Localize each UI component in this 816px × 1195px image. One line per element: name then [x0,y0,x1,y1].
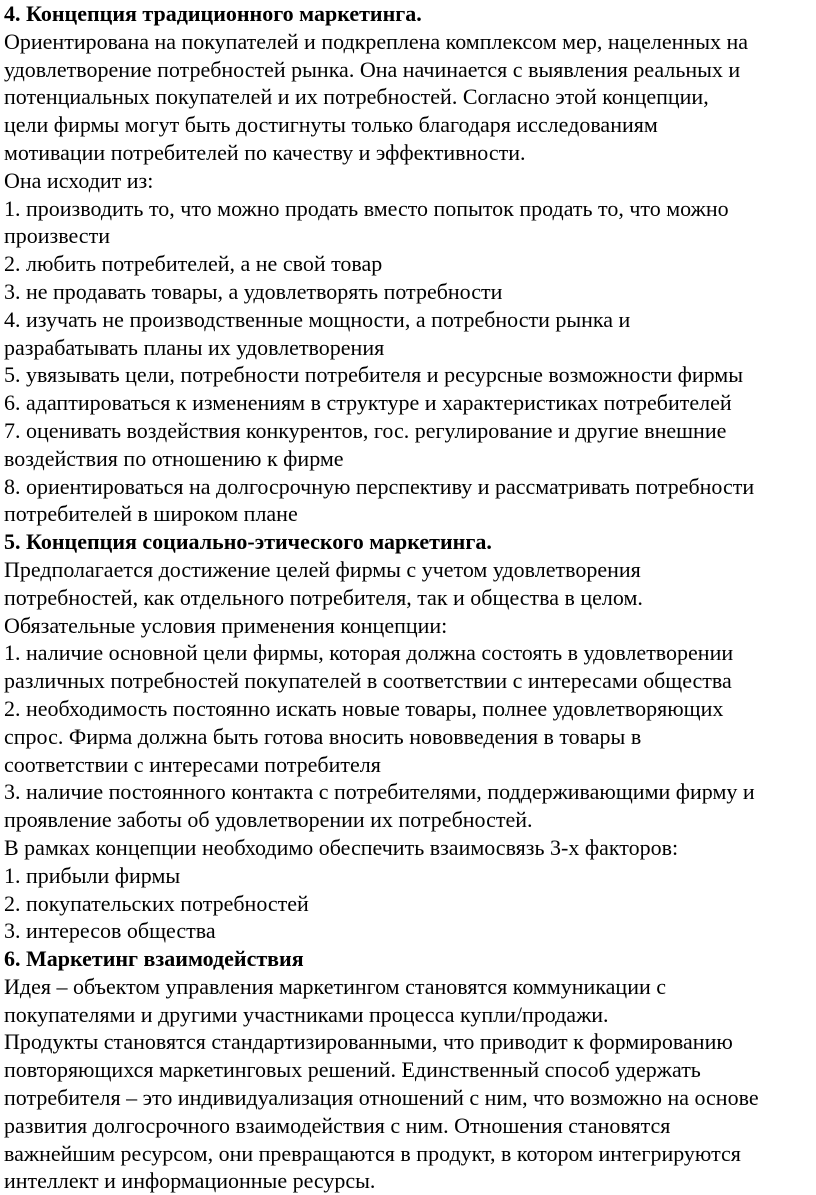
paragraph-line: потенциальных покупателей и их потребностей. Согласно этой концепции, [4,84,709,110]
paragraph-line: Продукты становятся стандартизированными, что приводит к формированию [4,1029,733,1055]
list-item-line: разрабатывать планы их удовлетворения [4,334,385,360]
paragraph-line: Обязательные условия применения концепции: [4,612,448,638]
paragraph-line: цели фирмы могут быть достигнуты только благодаря исследованиям [4,112,658,138]
list-item-line: 5. увязывать цели, потребности потребителя и ресурсные возможности фирмы [4,362,743,388]
document-page [4,0,814,1195]
paragraph-line: соответствии с интересами потребителя [4,751,381,777]
paragraph-line: мотивации потребителей по качеству и эффективности. [4,139,526,165]
list-item-line: 7. оценивать воздействия конкурентов, гос. регулирование и другие внешние [4,417,727,443]
section-heading: 5. Концепция социально-этического маркетинга. [4,529,492,555]
paragraph-line: развития долгосрочного взаимодействия с ним. Отношения становятся [4,1112,671,1138]
list-item-line: 8. ориентироваться на долгосрочную перспективу и рассматривать потребности [4,473,755,499]
paragraph-line: 3. интересов общества [4,918,216,944]
paragraph-line: важнейшим ресурсом, они превращаются в продукт, в котором интегрируются [4,1140,741,1166]
paragraph-line: покупателями и другими участниками процесса купли/продажи. [4,1001,609,1027]
list-item-line: потребителей в широком плане [4,501,298,527]
section-traditional-marketing [4,0,814,528]
paragraph-line: удовлетворение потребностей рынка. Она начинается с выявления реальных и [4,56,741,82]
paragraph-line: различных потребностей покупателей в соответствии с интересами общества [4,668,732,694]
section-heading: 6. Маркетинг взаимодействия [4,946,304,972]
list-item-line: 2. любить потребителей, а не свой товар [4,251,383,277]
list-item-line: произвести [4,223,110,249]
paragraph-line: Она исходит из: [4,167,154,193]
paragraph-line: 1. прибыли фирмы [4,862,181,888]
paragraph-line: интеллект и информационные ресурсы. [4,1168,376,1194]
section-heading: 4. Концепция традиционного маркетинга. [4,1,422,26]
paragraph-line: проявление заботы об удовлетворении их потребностей. [4,807,533,833]
paragraph-line: Ориентирована на покупателей и подкреплена комплексом мер, нацеленных на [4,28,749,54]
paragraph-line: спрос. Фирма должна быть готова вносить нововведения в товары в [4,723,642,749]
paragraph-line: потребностей, как отдельного потребителя, так и общества в целом. [4,584,643,610]
paragraph-line: 2. необходимость постоянно искать новые товары, полнее удовлетворяющих [4,695,724,721]
paragraph-line: В рамках концепции необходимо обеспечить взаимосвязь 3-х факторов: [4,834,679,860]
list-item-line: воздействия по отношению к фирме [4,445,344,471]
paragraph-line: 2. покупательских потребностей [4,890,309,916]
paragraph-line: Идея – объектом управления маркетингом становятся коммуникации с [4,973,667,999]
list-item-line: 6. адаптироваться к изменениям в структуре и характеристиках потребителей [4,390,732,416]
list-item-line: 3. не продавать товары, а удовлетворять потребности [4,278,503,304]
list-item-line: 1. производить то, что можно продать вместо попыток продать то, что можно [4,195,729,221]
section-interaction-marketing [4,945,814,1195]
paragraph-line: потребителя – это индивидуализация отношений с ним, что возможно на основе [4,1085,759,1111]
paragraph-line: 3. наличие постоянного контакта с потребителями, поддерживающими фирму и [4,779,755,805]
section-social-ethical-marketing [4,528,814,945]
paragraph-line: повторяющихся маркетинговых решений. Единственный способ удержать [4,1057,701,1083]
paragraph-line: Предполагается достижение целей фирмы с учетом удовлетворения [4,556,641,582]
paragraph-line: 1. наличие основной цели фирмы, которая должна состоять в удовлетворении [4,640,734,666]
list-item-line: 4. изучать не производственные мощности, а потребности рынка и [4,306,631,332]
